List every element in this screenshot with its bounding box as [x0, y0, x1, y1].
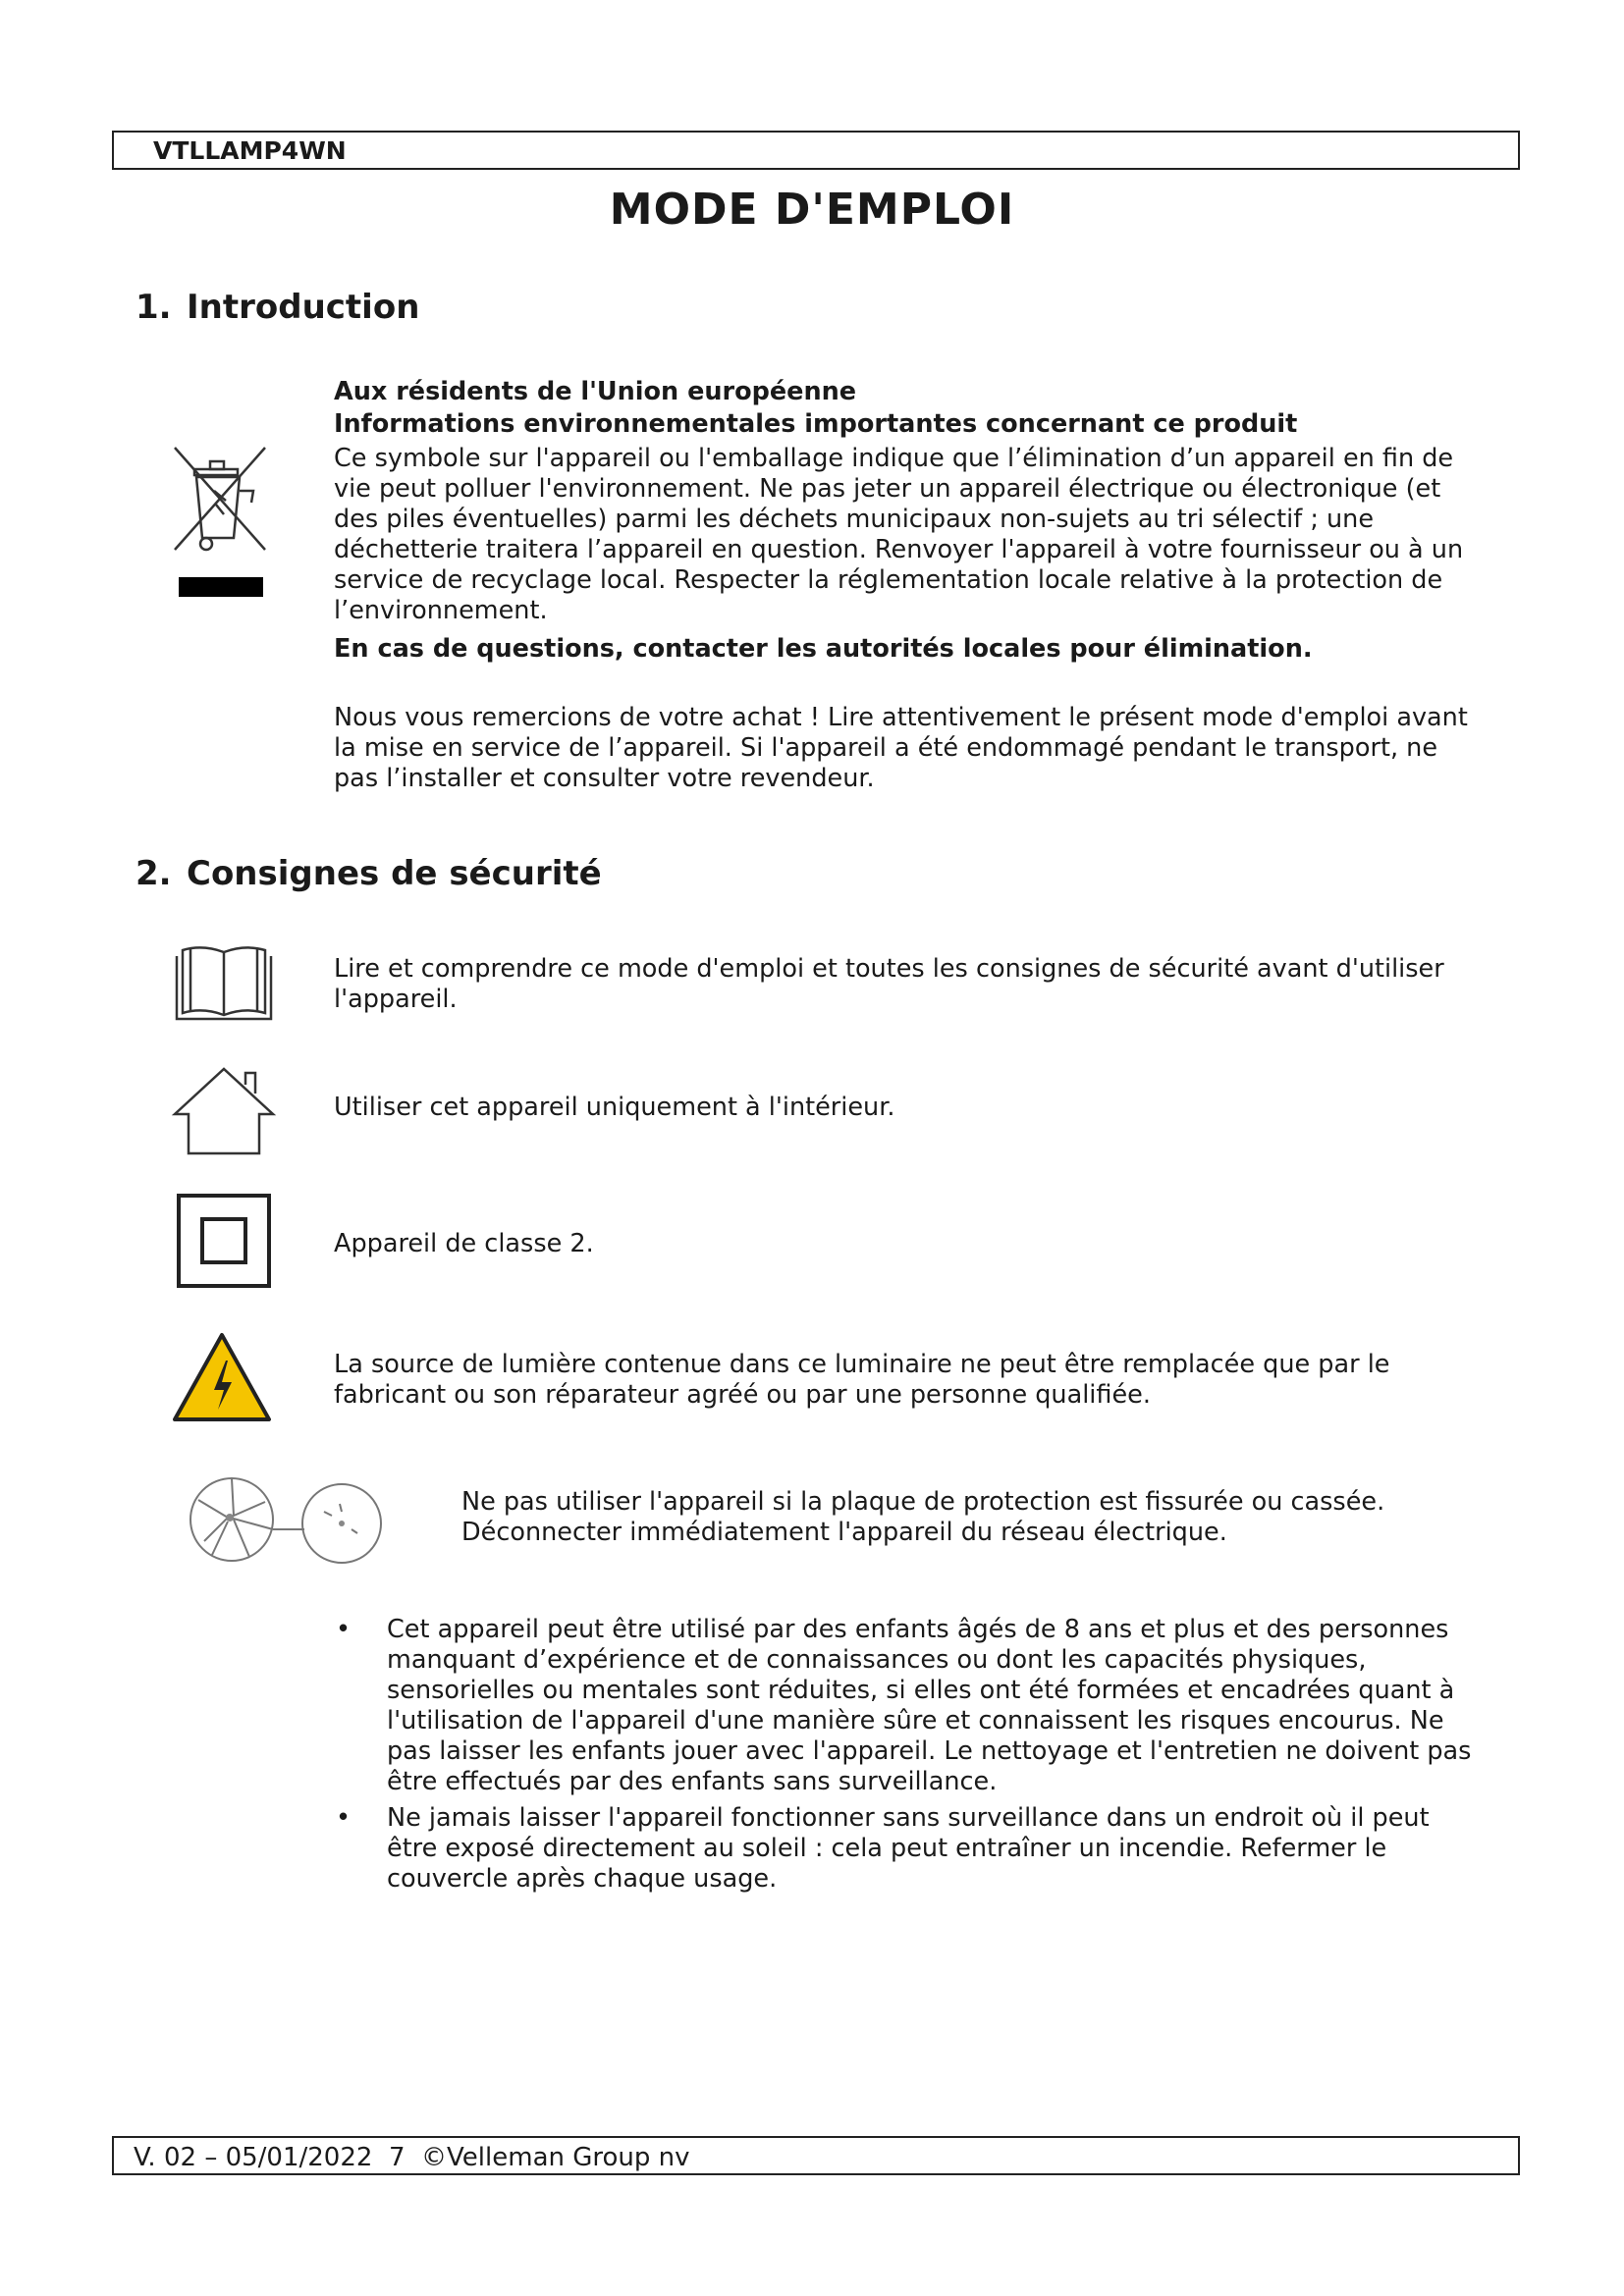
indoor-house-icon [171, 1065, 277, 1161]
eu-heading-environment: Informations environnementales importantes concernant ce produit [334, 409, 1298, 439]
section-heading-safety [135, 854, 602, 893]
safety-bullet-list [332, 1615, 1481, 1900]
cracked-plate-icon [185, 1472, 393, 1571]
eu-heading-residents: Aux résidents de l'Union européenne [334, 377, 857, 406]
thanks-text: Nous vous remercions de votre achat ! Lire attentivement le présent mode d'emploi avant la mise en service de l’appareil. Si l'appareil a été endommagé pendant le transport, ne pas l’installer et consulter votre revendeur. [334, 703, 1468, 793]
section-title: Consignes de sécurité [187, 854, 602, 893]
eu-disposal-text: Ce symbole sur l'appareil ou l'emballage indique que l’élimination d’un appareil en fin de vie peut polluer l'environnement. Ne pas jeter un appareil électrique ou électronique (et des piles éventuelles) parmi les déchets municipaux non-sujets au tri sélectif ; une déchetterie traitera l’appareil en question. Renvoyer l'appareil à votre fournisseur ou à un service de recyclage local. Respecter la réglementation locale relative à la protection de l’environnement. [334, 444, 1464, 625]
bullet-marker: • [336, 1803, 352, 1833]
section-heading-introduction [135, 288, 419, 327]
section-number: 1. [135, 288, 172, 327]
safety-item-text: Lire et comprendre ce mode d'emploi et toutes les consignes de sécurité avant d'utiliser l'appareil. [334, 954, 1444, 1014]
list-item [332, 1615, 1481, 1797]
bullet-text: Cet appareil peut être utilisé par des enfants âgés de 8 ans et plus et des personnes manquant d’expérience et de connaissances ou dont les capacités physiques, sensorielles ou mentales sont réduites, si elles ont été formées et encadrées quant à l'utilisation de l'appareil d'une manière sûre et connaissent les risques encourus. Ne pas laisser les enfants jouer avec l'appareil. Le nettoyage et l'entretien ne doivent pas être effectués par des enfants sans surveillance. [387, 1615, 1472, 1796]
eu-contact-text: En cas de questions, contacter les autorités locales pour élimination. [334, 634, 1313, 664]
electric-hazard-icon [171, 1331, 273, 1427]
class-2-icon [177, 1194, 271, 1292]
safety-item-text: Utiliser cet appareil uniquement à l'intérieur. [334, 1093, 895, 1122]
bullet-marker: • [336, 1615, 352, 1644]
footer-text: V. 02 – 05/01/2022 7 ©Velleman Group nv [134, 2143, 690, 2172]
weee-bin-icon [165, 444, 277, 605]
bullet-text: Ne jamais laisser l'appareil fonctionner sans surveillance dans un endroit où il peut être exposé directement au soleil : cela peut entraîner un incendie. Refermer le couvercle après chaque usage. [387, 1803, 1430, 1894]
list-item [332, 1803, 1481, 1895]
header-box [112, 131, 1520, 170]
safety-item-text: Ne pas utiliser l'appareil si la plaque de protection est fissurée ou cassée. Déconnecter immédiatement l'appareil du réseau électrique. [461, 1487, 1385, 1547]
safety-item-text: Appareil de classe 2. [334, 1229, 594, 1258]
footer-box [112, 2136, 1520, 2175]
model-code: VTLLAMP4WN [153, 136, 347, 165]
section-number: 2. [135, 854, 172, 893]
section-title: Introduction [187, 288, 420, 327]
safety-item-text: La source de lumière contenue dans ce luminaire ne peut être remplacée que par le fabricant ou son réparateur agréé ou par une personne qualifiée. [334, 1350, 1390, 1410]
page-title: MODE D'EMPLOI [609, 185, 1015, 235]
manual-book-icon [173, 942, 275, 1029]
